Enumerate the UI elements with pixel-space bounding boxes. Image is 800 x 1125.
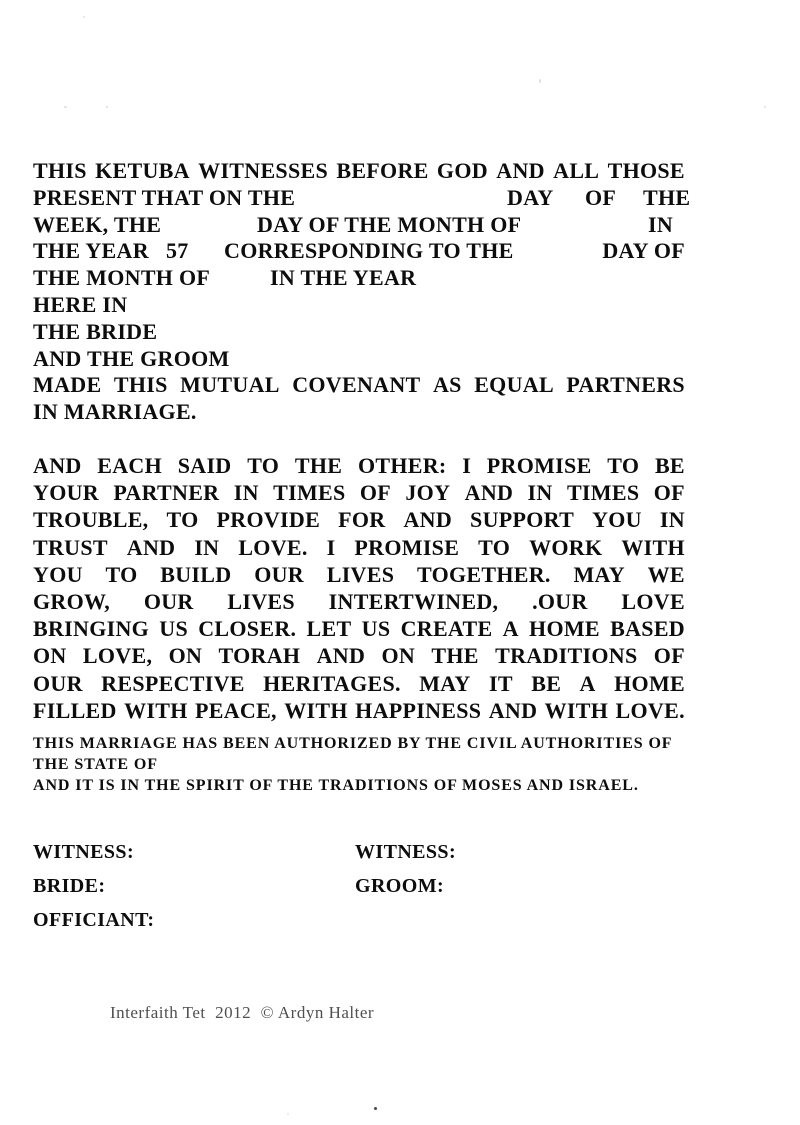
word: TRADITIONS xyxy=(495,643,638,669)
word: IN xyxy=(527,480,553,506)
scan-speck xyxy=(287,1113,289,1115)
text-segment: WEEK, THE xyxy=(33,211,162,237)
text-segment: IN xyxy=(648,211,674,237)
word: PEACE, xyxy=(195,697,277,723)
word: LET xyxy=(306,616,352,642)
word: WE xyxy=(647,561,685,587)
text-line xyxy=(33,534,685,561)
text-line xyxy=(33,697,685,724)
word: AND xyxy=(33,453,82,478)
word: TIMES xyxy=(566,480,640,506)
word: TO xyxy=(607,453,640,478)
word: AND xyxy=(488,697,538,723)
text-line xyxy=(33,642,685,669)
word: SAID xyxy=(177,453,232,478)
word: PROMISE xyxy=(354,534,460,560)
opening-paragraph xyxy=(33,158,691,426)
word: FOR xyxy=(338,507,386,533)
word: BRINGING xyxy=(33,616,150,642)
text-line: HERE IN xyxy=(33,291,128,317)
text-segment: IN THE YEAR xyxy=(270,265,417,291)
word: US xyxy=(159,616,189,642)
word: WITH xyxy=(284,697,348,723)
word: RESPECTIVE xyxy=(101,670,245,696)
word: HOME xyxy=(614,670,685,696)
word: EQUAL xyxy=(474,372,554,398)
text-segment: CORRESPONDING TO THE xyxy=(224,238,514,264)
word: TOGETHER. xyxy=(417,561,551,587)
word: US xyxy=(361,616,391,642)
text-segment: OF xyxy=(585,184,617,210)
text-line-with-blanks xyxy=(33,212,685,239)
word: YOU xyxy=(592,507,642,533)
word: OUR xyxy=(33,670,83,696)
word: MADE xyxy=(33,372,102,398)
witness-left-label: WITNESS: xyxy=(33,841,135,863)
signature-row-bride-groom xyxy=(33,869,685,903)
word: TO xyxy=(247,453,280,478)
word: LIVES xyxy=(326,561,395,587)
word: LOVE. xyxy=(615,697,685,723)
word: TRUST xyxy=(33,534,108,560)
word: SUPPORT xyxy=(470,507,575,533)
text-line xyxy=(33,372,685,399)
word: LOVE, xyxy=(82,643,153,669)
word: WORK xyxy=(529,534,603,560)
word: YOU xyxy=(33,561,83,587)
scan-speck xyxy=(764,106,766,108)
word: AND xyxy=(126,534,176,560)
text-line xyxy=(33,506,685,533)
word: MAY xyxy=(573,561,625,587)
word: MAY xyxy=(419,670,471,696)
word: ON xyxy=(33,643,67,669)
word: ON xyxy=(168,643,203,669)
text-line: THE STATE OF xyxy=(33,755,158,773)
bride-label: BRIDE: xyxy=(33,875,106,897)
word: PARTNER xyxy=(113,480,220,506)
witness-right-label: WITNESS: xyxy=(355,841,457,863)
signature-row-witnesses xyxy=(33,835,685,869)
word: IT xyxy=(489,670,513,696)
artist-credit: Interfaith Tet 2012 © Ardyn Halter xyxy=(110,1003,375,1022)
word: THIS xyxy=(113,372,168,398)
word: OUR xyxy=(254,561,304,587)
scan-speck xyxy=(83,16,85,18)
word: THIS xyxy=(33,158,87,183)
word: HOME xyxy=(529,616,600,642)
word: AS xyxy=(432,372,462,398)
text-line xyxy=(33,615,685,642)
word: GROW, xyxy=(33,588,111,614)
word: FILLED xyxy=(33,697,117,723)
word: WITH xyxy=(124,697,188,723)
word: THOSE xyxy=(607,158,685,183)
officiant-label: OFFICIANT: xyxy=(33,909,155,931)
text-line xyxy=(33,479,685,506)
text-line: AND THE GROOM xyxy=(33,345,230,371)
word: THE xyxy=(431,643,479,669)
hebrew-year-prefix: 57 xyxy=(166,238,189,264)
word: ALL xyxy=(553,158,600,183)
word: PROVIDE xyxy=(216,507,321,533)
scan-speck xyxy=(374,1107,377,1110)
word: BASED xyxy=(610,616,685,642)
text-segment: DAY xyxy=(507,184,554,210)
text-line: THIS MARRIAGE HAS BEEN AUTHORIZED BY THE CIVIL AUTHORITIES OF xyxy=(33,735,673,752)
scan-speck xyxy=(106,106,108,108)
word: TROUBLE, xyxy=(33,507,149,533)
word: INTERTWINED, xyxy=(328,588,499,614)
text-line xyxy=(33,452,685,479)
word: .OUR xyxy=(532,588,588,614)
word: GOD xyxy=(436,158,488,183)
text-line xyxy=(33,588,685,615)
word: TO xyxy=(166,507,199,533)
word: AND xyxy=(403,507,453,533)
word: TIMES xyxy=(273,480,346,506)
word: IN xyxy=(659,507,685,533)
text-segment: THE xyxy=(643,184,691,210)
word: BE xyxy=(654,453,685,478)
word: AND xyxy=(496,158,545,183)
word: COVENANT xyxy=(292,372,421,398)
word: LOVE. xyxy=(238,534,308,560)
text-line-with-blanks xyxy=(33,265,685,292)
signature-row-officiant xyxy=(33,903,685,937)
word: CREATE xyxy=(400,616,493,642)
word: OF xyxy=(359,480,392,506)
word: A xyxy=(579,670,596,696)
word: BUILD xyxy=(160,561,232,587)
word: IN xyxy=(233,480,259,506)
text-line: AND IT IS IN THE SPIRIT OF THE TRADITIONS OF MOSES AND ISRAEL. xyxy=(33,776,639,794)
word: THE xyxy=(294,453,343,478)
scan-speck xyxy=(64,106,67,108)
text-segment: DAY OF THE MONTH OF xyxy=(257,211,522,237)
word: IN xyxy=(194,534,220,560)
word: OTHER: xyxy=(357,453,447,478)
word: AND xyxy=(464,480,514,506)
word: WITNESSES xyxy=(198,158,329,183)
scan-speck xyxy=(539,79,541,83)
word: OF xyxy=(653,643,685,669)
signature-block xyxy=(33,835,685,937)
word: TORAH xyxy=(218,643,301,669)
word: HERITAGES. xyxy=(263,670,401,696)
word: KETUBA xyxy=(95,158,190,183)
word: OF xyxy=(653,480,685,506)
word: PARTNERS xyxy=(566,372,685,398)
text-segment: THE MONTH OF xyxy=(33,265,211,291)
word: CLOSER. xyxy=(198,616,297,642)
word: A xyxy=(502,616,519,642)
word: YOUR xyxy=(33,480,99,506)
text-line xyxy=(33,561,685,588)
text-segment: PRESENT THAT ON THE xyxy=(33,184,296,210)
word: I xyxy=(462,453,472,478)
text-segment: THE YEAR xyxy=(33,238,149,264)
vows-paragraph xyxy=(33,452,685,724)
word: HAPPINESS xyxy=(355,697,482,723)
groom-label: GROOM: xyxy=(355,875,445,897)
word: BEFORE xyxy=(336,158,429,183)
word: TO xyxy=(105,561,138,587)
word: WITH xyxy=(544,697,609,723)
word: TO xyxy=(478,534,511,560)
word: ON xyxy=(381,643,416,669)
text-line-with-blanks xyxy=(33,238,685,265)
text-line: IN MARRIAGE. xyxy=(33,399,197,425)
text-line-with-blanks xyxy=(33,184,691,212)
word: PROMISE xyxy=(486,453,592,478)
word: OUR xyxy=(143,588,194,614)
word: LOVE xyxy=(621,588,685,614)
text-line xyxy=(33,670,685,697)
word: WITH xyxy=(621,534,685,560)
word: BE xyxy=(531,670,562,696)
word: I xyxy=(326,534,336,560)
text-line: THE BRIDE xyxy=(33,318,158,344)
word: EACH xyxy=(97,453,163,478)
text-line xyxy=(33,158,685,185)
word: MUTUAL xyxy=(180,372,280,398)
word: JOY xyxy=(405,480,451,506)
civil-authorization-paragraph xyxy=(33,734,685,796)
text-segment: DAY OF xyxy=(602,238,685,264)
word: LIVES xyxy=(227,588,295,614)
word: AND xyxy=(316,643,366,669)
